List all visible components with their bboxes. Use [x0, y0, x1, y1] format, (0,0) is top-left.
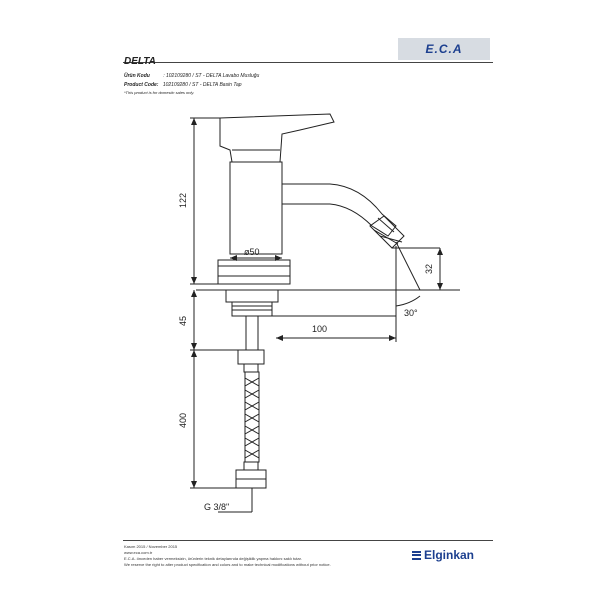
- dim-label-122: 122: [178, 192, 188, 208]
- tap-spout: [282, 184, 396, 236]
- dim-label-32: 32: [424, 263, 434, 274]
- footer-website: www.eca.com.tr: [124, 550, 153, 555]
- product-title: DELTA: [124, 56, 156, 67]
- dim-label-thread: G 3/8": [204, 502, 230, 512]
- tap-base: [218, 260, 290, 284]
- product-code-en-label: Product Code:: [124, 82, 159, 88]
- dim-label-angle: 30°: [404, 308, 418, 318]
- eca-logo-text: E.C.A: [425, 42, 463, 56]
- dim-label-diameter: ø50: [244, 247, 260, 257]
- footer-date: Kasım 2015 / November 2015: [124, 544, 178, 549]
- dim-label-100: 100: [312, 324, 328, 334]
- braided-hose: [245, 372, 259, 462]
- dim-label-45: 45: [178, 315, 188, 326]
- tap-body: [230, 162, 282, 254]
- mounting-nut: [226, 290, 278, 302]
- product-code-tr-value: : 102109280 / ST - DELTA Lavabo Musluğu: [163, 73, 260, 79]
- footer-disclaimer-tr: E.C.A. önceden haber vermeksizin, ürünlerin teknik detaylarında değişiklik yapma hakkını saklı tutar.: [124, 556, 302, 561]
- dim-label-400: 400: [178, 412, 188, 428]
- domestic-note: *This product is for domestic sales only.: [124, 90, 195, 95]
- spout-aerator: [370, 216, 404, 248]
- footer-disclaimer-en: We reserve the right to alter product specification and colors and to make technical modifications without prior notice.: [124, 562, 331, 567]
- footer-rule: [123, 540, 493, 541]
- elginkan-logo: [412, 548, 474, 562]
- tap-handle: [220, 114, 334, 162]
- dim-arc-angle: [396, 296, 420, 306]
- elginkan-mark-icon: [412, 551, 421, 560]
- elginkan-logo-text: Elginkan: [424, 548, 475, 562]
- hose-fitting-top: [238, 350, 264, 364]
- product-code-en-value: 102109280 / ST - DELTA Basin Tap: [162, 82, 242, 88]
- product-code-tr-label: Ürün Kodu: [124, 73, 150, 79]
